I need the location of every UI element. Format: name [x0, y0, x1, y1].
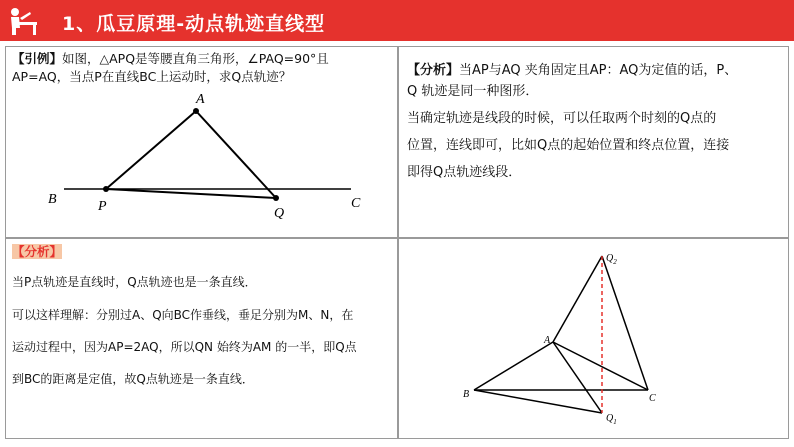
page-title: 1、瓜豆原理-动点轨迹直线型: [62, 13, 326, 35]
point-p: [103, 186, 109, 192]
label-c2: C: [649, 393, 656, 404]
segment-q2-a: [553, 256, 602, 342]
analysis-top-line1: 当AP与AQ 夹角固定且AP：AQ为定值的话，P、: [459, 63, 738, 78]
point-q: [273, 195, 279, 201]
analysis-top-para1-line1: [407, 61, 737, 81]
analysis-top-para2-line1: 当确定轨迹是线段的时候，可以任取两个时刻的Q点的: [407, 111, 717, 126]
segment-ap: [106, 111, 196, 189]
label-q: Q: [274, 206, 285, 221]
analysis-top-para1-line2: Q 轨迹是同一种图形．: [407, 84, 539, 99]
label-q1: $Q_1$: [606, 413, 617, 426]
analysis-bottom-line3: 运动过程中，因为AP=2AQ，所以QN 始终为AM 的一半，即Q点: [12, 340, 357, 354]
analysis-top-panel: [398, 46, 789, 238]
label-b2: B: [463, 389, 470, 400]
example-line2: AP=AQ，当点P在直线BC上运动时，求Q点轨迹？: [12, 69, 292, 84]
label-c: C: [351, 196, 361, 211]
teacher-at-desk-icon: [6, 6, 42, 36]
segment-b-q1: [474, 390, 602, 413]
segment-aq: [196, 111, 276, 198]
segment-pq: [106, 189, 276, 198]
label-a: A: [196, 92, 205, 107]
q-locus-figure: [399, 239, 788, 438]
analysis-bottom-line2: 可以这样理解：分别过A、Q向BC作垂线，垂足分别为M、N，在: [12, 308, 354, 322]
analysis-top-tag: 【分析】: [407, 63, 460, 78]
analysis-bottom-line1: 当P点轨迹是直线时，Q点轨迹也是一条直线．: [12, 275, 257, 289]
header-bar: [0, 0, 794, 41]
analysis-bottom-tag-label: 【分析】: [12, 244, 63, 259]
analysis-bottom-line4: 到BC的距离是定值，故Q点轨迹是一条直线．: [12, 372, 254, 386]
analysis-top-para2-line3: 即得Q点轨迹线段．: [407, 165, 522, 180]
figure-panel: [398, 238, 789, 439]
example-line1: 如图，△APQ是等腰直角三角形，∠PAQ=90°且: [62, 51, 329, 66]
analysis-bottom-panel: [5, 238, 398, 439]
example-panel: [5, 46, 398, 238]
example-tag: 【引例】: [12, 51, 63, 66]
segment-a-b: [474, 342, 553, 390]
segment-a-q1: [553, 342, 602, 413]
point-a: [193, 108, 199, 114]
analysis-bottom-tag: [12, 243, 62, 261]
label-p: P: [98, 199, 107, 214]
label-b: B: [48, 192, 57, 207]
label-q2: $Q_2$: [606, 253, 617, 266]
label-a2: A: [544, 335, 551, 346]
example-figure: [6, 47, 397, 237]
analysis-top-para2-line2: 位置，连线即可，比如Q点的起始位置和终点位置，连接: [407, 138, 730, 153]
